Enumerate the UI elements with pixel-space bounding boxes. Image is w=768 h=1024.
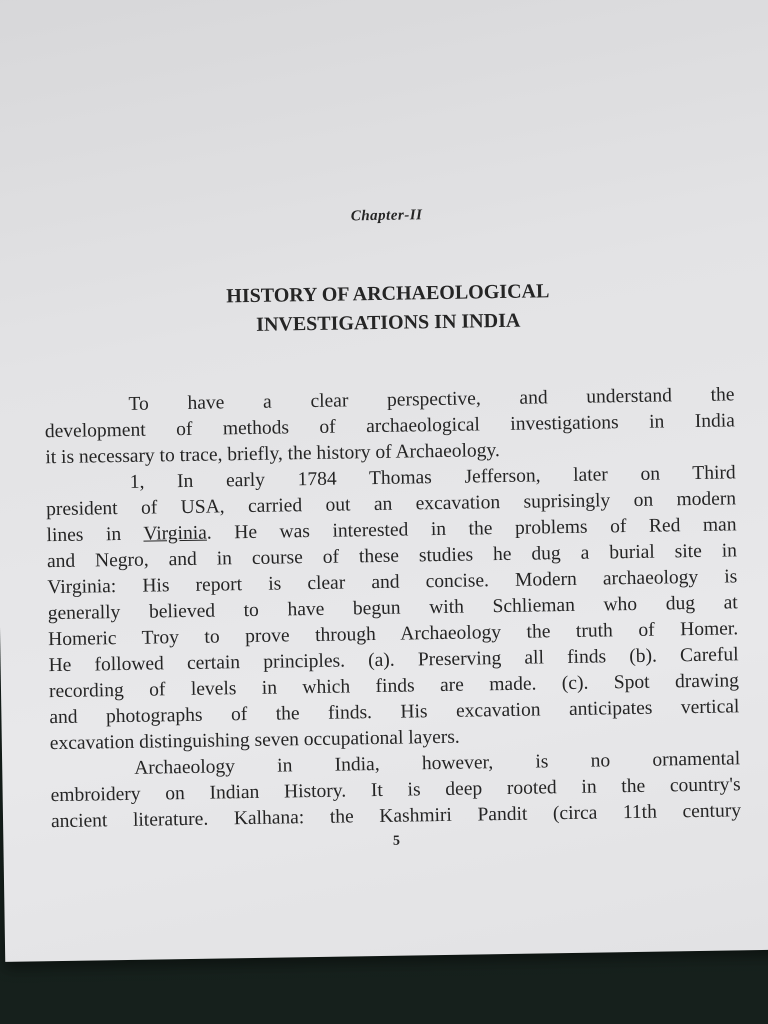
body-line-1: To have a clear perspective, and understand the bbox=[128, 384, 735, 415]
body-text bbox=[44, 382, 741, 835]
body-line-16: embroidery on Indian History. It is deep rooted in the country's bbox=[50, 774, 741, 807]
body-line-12: recording of levels in which finds are made. (c). Spot drawing bbox=[48, 670, 740, 703]
body-line-14: excavation distinguishing seven occupational layers. bbox=[49, 726, 460, 755]
body-line-3: it is necessary to trace, briefly, the history of Archaeology. bbox=[45, 440, 500, 469]
body-line-6-end: . He was interested in the problems of Red man bbox=[206, 514, 737, 544]
page-number: 5 bbox=[392, 833, 401, 849]
chapter-label: Chapter-II bbox=[350, 207, 423, 225]
body-line-8: Virginia: His report is clear and concise. Modern archaeology is bbox=[47, 566, 738, 599]
chapter-title bbox=[43, 274, 734, 343]
title-line-1: HISTORY OF ARCHAEOLOGICAL bbox=[226, 280, 550, 308]
body-line-7: and Negro, and in course of these studies he dug a burial site in bbox=[46, 540, 738, 573]
body-line-2: development of methods of archaeological investigations in India bbox=[44, 410, 736, 443]
body-line-10: Homeric Troy to prove through Archaeology the truth of Homer. bbox=[48, 618, 739, 651]
body-line-11: He followed certain principles. (a). Preserving all finds (b). Careful bbox=[48, 644, 739, 677]
body-line-17: ancient literature. Kalhana: the Kashmiri Pandit (circa 11th century bbox=[50, 800, 742, 833]
body-line-9: generally believed to have begun with Schlieman who dug at bbox=[47, 592, 738, 625]
body-line-5: president of USA, carried out an excavation suprisingly on modern bbox=[46, 488, 737, 521]
body-line-13: and photographs of the finds. His excavation anticipates vertical bbox=[49, 696, 740, 729]
title-line-2: INVESTIGATIONS IN INDIA bbox=[256, 309, 521, 336]
virginia-underlined: Virginia bbox=[143, 522, 208, 545]
body-line-4: 1, In early 1784 Thomas Jefferson, later on Third bbox=[129, 462, 736, 493]
body-line-15: Archaeology in India, however, is no ornamental bbox=[134, 748, 741, 779]
body-line-6-start: lines in bbox=[46, 523, 144, 547]
